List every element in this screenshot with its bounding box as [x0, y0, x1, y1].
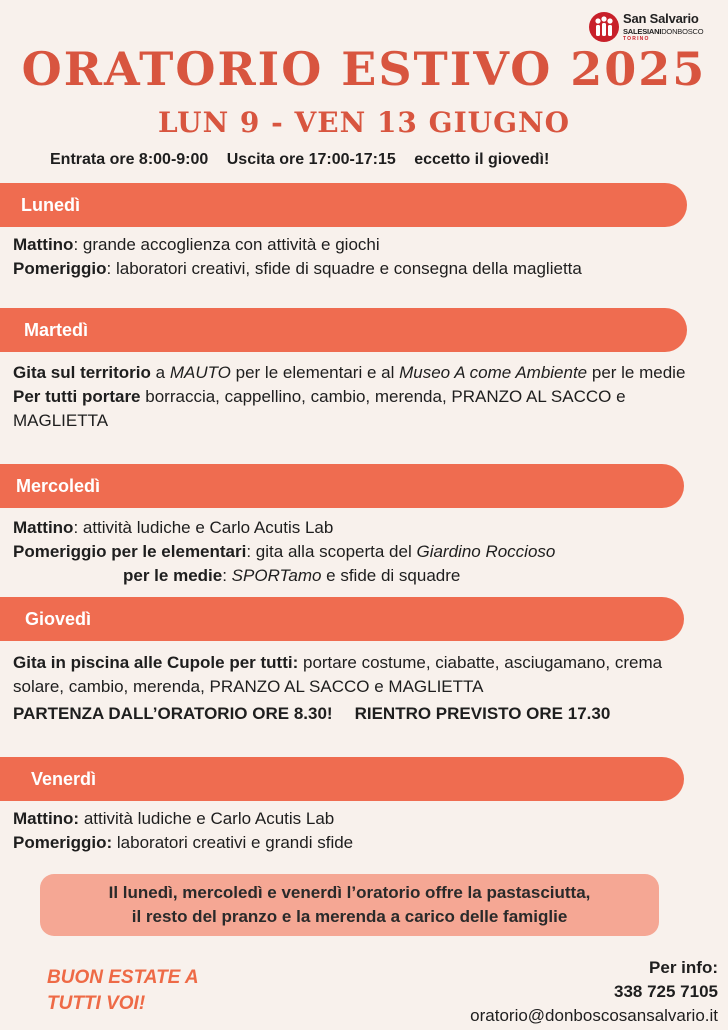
logo-name: San Salvario — [623, 11, 699, 26]
logo — [589, 10, 719, 42]
day-label: Giovedì — [25, 609, 92, 629]
day-content-monday: Mattino: grande accoglienza con attività e giochi Pomeriggio: laboratori creativi, sfide di squadre e consegna della maglietta — [13, 235, 582, 278]
date-range: LUN 9 - VEN 13 GIUGNO — [158, 106, 570, 139]
info-label: Per info: — [649, 958, 718, 977]
exit-time: Uscita ore 17:00-17:15 — [226, 151, 396, 168]
exception-note: eccetto il giovedì! — [414, 151, 550, 168]
logo-city: TORINO — [623, 36, 650, 42]
day-content-friday: Mattino: attività ludiche e Carlo Acutis Lab Pomeriggio: laboratori creativi e grandi sfide — [13, 809, 354, 852]
day-label: Mercoledì — [16, 476, 101, 496]
day-header-wednesday — [0, 464, 684, 508]
page-title: ORATORIO ESTIVO 2025 — [21, 42, 707, 96]
contact-info — [470, 956, 718, 1028]
lunch-note: Il lunedì, mercoledì e venerdì l’oratorio offre la pastasciutta, il resto del pranzo e la merenda a carico delle famiglie — [40, 874, 659, 936]
day-content-wednesday: Mattino: attività ludiche e Carlo Acutis Lab Pomeriggio per le elementari: gita alla scoperta del Giardino Roccioso per le medie: SPORTamo e sfide di squadre — [13, 518, 556, 585]
hours-line — [50, 151, 563, 169]
day-content-thursday: Gita in piscina alle Cupole per tutti: portare costume, ciabatte, asciugamano, crema solare, cambio, merenda, PRANZO AL SACCO e MAGLIETTA PARTENZA DALL’ORATORIO ORE 8.30! RIENTRO PREVISTO ORE 17.30 — [13, 653, 663, 723]
email-address: oratorio@donboscosansalvario.it — [470, 1006, 718, 1025]
entry-time: Entrata ore 8:00-9:00 — [50, 151, 209, 168]
phone-number: 338 725 7105 — [614, 982, 718, 1001]
day-header-thursday — [0, 597, 684, 641]
day-header-friday — [0, 757, 684, 801]
departure-time: PARTENZA DALL’ORATORIO ORE 8.30! — [13, 704, 333, 723]
summer-wish: BUON ESTATE A TUTTI VOI! — [47, 967, 199, 1014]
logo-subtitle: SALESIANIDONBOSCO — [623, 27, 704, 36]
return-time: RIENTRO PREVISTO ORE 17.30 — [354, 704, 611, 723]
day-label: Martedì — [24, 320, 89, 340]
day-content-tuesday: Gita sul territorio a MAUTO per le elementari e al Museo A come Ambiente per le medie Per tutti portare borraccia, cappellino, cambio, merenda, PRANZO AL SACCO e MAGLIETTA — [13, 363, 686, 430]
day-header-monday — [0, 183, 687, 227]
day-header-tuesday — [0, 308, 687, 352]
day-label: Lunedì — [21, 195, 80, 215]
logo-emblem-icon — [589, 12, 619, 42]
day-label: Venerdì — [31, 769, 97, 789]
